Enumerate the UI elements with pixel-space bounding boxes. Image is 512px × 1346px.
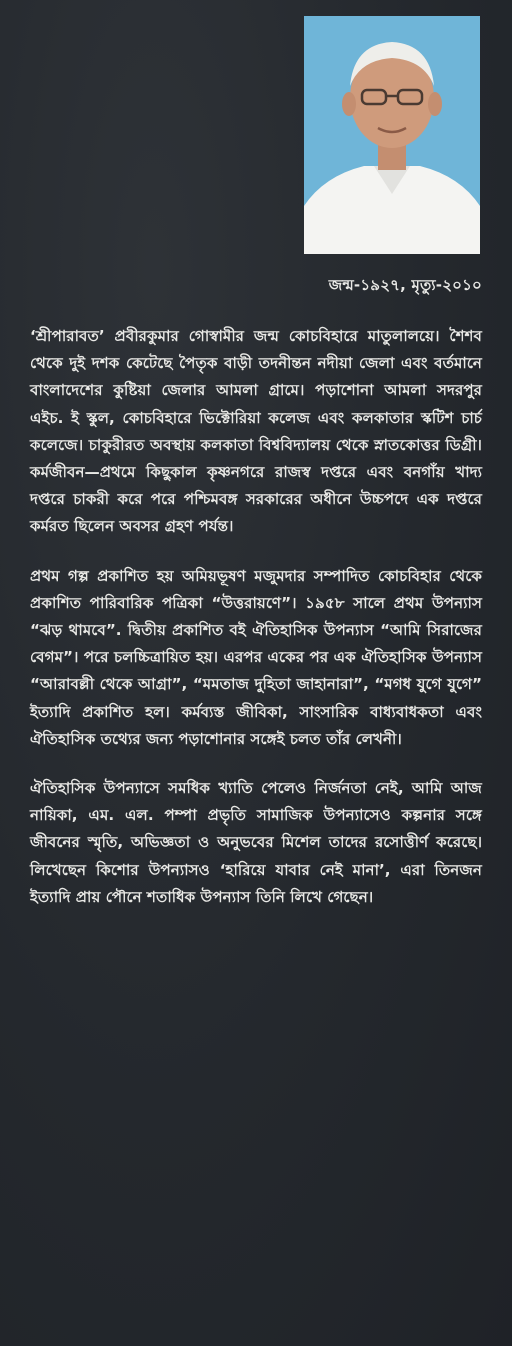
birth-death-caption: জন্ম-১৯২৭, মৃত্যু-২০১০: [328, 276, 482, 294]
author-biography: [30, 323, 482, 933]
biography-paragraph-3: ঐতিহাসিক উপন্যাসে সমধিক খ্যাতি পেলেও নির্জনতা নেই, আমি আজ নায়িকা, এম. এল. পম্পা প্রভৃতি সামাজিক উপন্যাসেও কল্পনার সঙ্গে জীবনের স্মৃতি, অভিজ্ঞতা ও অনুভবের মিশেল তাদের রসোত্তীর্ণ করেছে। লিখেছেন কিশোর উপন্যাসও ‘হারিয়ে যাবার নেই মানা’, এরা তিনজন ইত্যাদি প্রায় পৌনে শতাধিক উপন্যাস তিনি লিখে গেছেন।: [30, 779, 482, 906]
author-portrait-icon: [304, 16, 480, 254]
biography-paragraph-1: ‘শ্রীপারাবত’ প্রবীরকুমার গোস্বামীর জন্ম কোচবিহারে মাতুলালয়ে। শৈশব থেকে দুই দশক কেটেছে পৈতৃক বাড়ী তদনীন্তন নদীয়া জেলা এবং বর্তমানে বাংলাদেশের কুষ্টিয়া জেলার আমলা গ্রামে। পড়াশোনা আমলা সদরপুর এইচ. ই স্কুল, কোচবিহারে ভিক্টোরিয়া কলেজ এবং কলকাতার স্কটিশ চার্চ কলেজে। চাকুরীরত অবস্থায় কলকাতা বিশ্ববিদ্যালয় থেকে স্নাতকোত্তর ডিগ্রী। কর্মজীবন—প্রথমে কিছুকাল কৃষ্ণনগরে রাজস্ব দপ্তরে এবং বনগাঁয় খাদ্য দপ্তরে চাকরী করে পরে পশ্চিমবঙ্গ সরকারের অধীনে উচ্চপদে এক দপ্তরে কর্মরত ছিলেন অবসর গ্রহণ পর্যন্ত।: [30, 327, 482, 536]
author-photo: [304, 16, 480, 254]
biography-paragraph-2: প্রথম গল্প প্রকাশিত হয় অমিয়ভূষণ মজুমদার সম্পাদিত কোচবিহার থেকে প্রকাশিত পারিবারিক পত্রিকা “উত্তরায়ণে”। ১৯৫৮ সালে প্রথম উপন্যাস “ঝড় থামবে”. দ্বিতীয় প্রকাশিত বই ঐতিহাসিক উপন্যাস “আমি সিরাজের বেগম”। পরে চলচ্চিত্রায়িত হয়। এরপর একের পর এক ঐতিহাসিক উপন্যাস “আরাবল্লী থেকে আগ্রা”, “মমতাজ দুহিতা জাহানারা”, “মগধ যুগে যুগে” ইত্যাদি প্রকাশিত হল। কর্মব্যস্ত জীবিকা, সাংসারিক বাধ্যবাধকতা এবং ঐতিহাসিক তথ্যের জন্য পড়াশোনার সঙ্গেই চলত তাঁর লেখনী।: [30, 566, 482, 748]
